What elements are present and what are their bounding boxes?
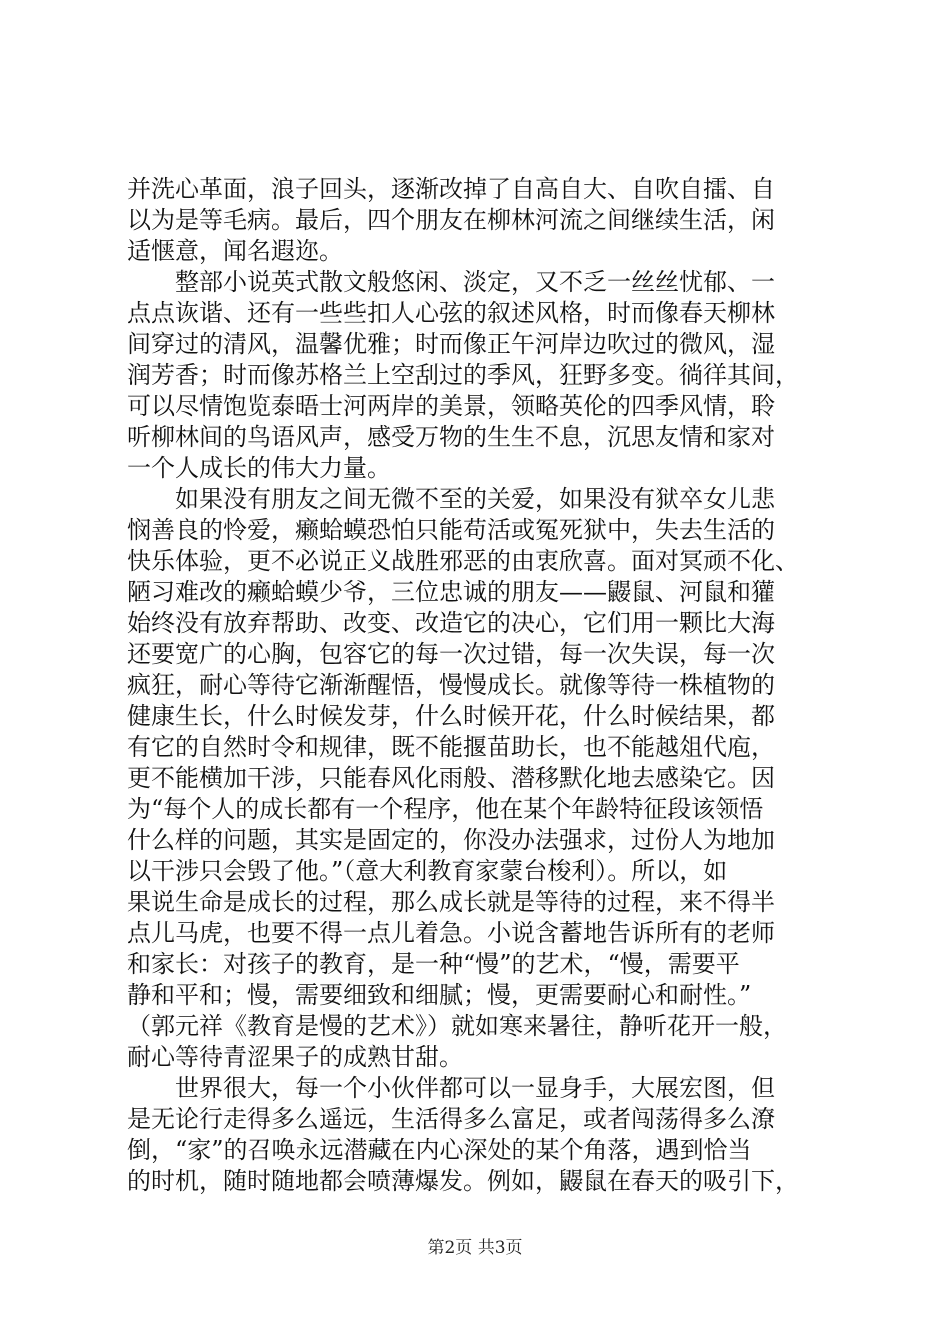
page-footer: 第2页 共3页 <box>427 1238 523 1258</box>
text-line: 静和平和；慢，需要细致和细腻；慢，更需要耐心和耐性。” <box>127 981 752 1009</box>
text-line: 和家长：对孩子的教育，是一种“慢”的艺术，“慢，需要平 <box>127 950 740 978</box>
text-line: 陋习难改的癞蛤蟆少爷，三位忠诚的朋友——鼹鼠、河鼠和獾 <box>127 578 775 606</box>
text-line: 以干涉只会毁了他。”（意大利教育家蒙台梭利）。所以，如 <box>127 857 728 885</box>
text-line: 始终没有放弃帮助、改变、改造它的决心，它们用一颗比大海 <box>127 609 775 637</box>
text-line: 点儿马虎，也要不得一点儿着急。小说含蓄地告诉所有的老师 <box>127 919 775 947</box>
text-line: 果说生命是成长的过程，那么成长就是等待的过程，来不得半 <box>127 888 775 916</box>
text-line: 并洗心革面，浪子回头，逐渐改掉了自高自大、自吹自擂、自 <box>127 175 775 203</box>
text-line: 有它的自然时令和规律，既不能揠苗助长，也不能越俎代庖， <box>127 733 775 761</box>
text-line: 一个人成长的伟大力量。 <box>127 454 391 482</box>
text-line: 点点诙谐、还有一些些扣人心弦的叙述风格，时而像春天柳林 <box>127 299 775 327</box>
text-line: 的时机，随时随地都会喷薄爆发。例如，鼹鼠在春天的吸引下， <box>127 1167 799 1195</box>
text-line: 以为是等毛病。最后，四个朋友在柳林河流之间继续生活，闲 <box>127 206 775 234</box>
text-line: 耐心等待青涩果子的成熟甘甜。 <box>127 1043 463 1071</box>
text-line: 适惬意，闻名遐迩。 <box>127 237 343 265</box>
text-line: （郭元祥《教育是慢的艺术》）就如寒来暑往，静听花开一般， <box>127 1012 787 1040</box>
text-line: 疯狂，耐心等待它渐渐醒悟，慢慢成长。就像等待一株植物的 <box>127 671 775 699</box>
text-line: 为“每个人的成长都有一个程序，他在某个年龄特征段该领悟 <box>127 795 764 823</box>
text-line: 润芳香；时而像苏格兰上空刮过的季风，狂野多变。徜徉其间， <box>127 361 799 389</box>
text-line: 悯善良的怜爱，癞蛤蟆恐怕只能苟活或冤死狱中，失去生活的 <box>127 516 775 544</box>
text-line: 间穿过的清风，温馨优雅；时而像正午河岸边吹过的微风，湿 <box>127 330 775 358</box>
text-line: 整部小说英式散文般悠闲、淡定，又不乏一丝丝忧郁、一 <box>127 268 775 296</box>
text-line: 快乐体验，更不必说正义战胜邪恶的由衷欣喜。面对冥顽不化、 <box>127 547 799 575</box>
text-line: 世界很大，每一个小伙伴都可以一显身手，大展宏图，但 <box>127 1074 775 1102</box>
text-line: 还要宽广的心胸，包容它的每一次过错，每一次失误，每一次 <box>127 640 775 668</box>
text-line: 可以尽情饱览泰晤士河两岸的美景，领略英伦的四季风情，聆 <box>127 392 775 420</box>
text-line: 健康生长，什么时候发芽，什么时候开花，什么时候结果，都 <box>127 702 775 730</box>
text-line: 如果没有朋友之间无微不至的关爱，如果没有狱卒女儿悲 <box>127 485 775 513</box>
text-line: 听柳林间的鸟语风声，感受万物的生生不息，沉思友情和家对 <box>127 423 775 451</box>
text-line: 更不能横加干涉，只能春风化雨般、潜移默化地去感染它。因 <box>127 764 775 792</box>
text-line: 是无论行走得多么遥远，生活得多么富足，或者闯荡得多么潦 <box>127 1105 775 1133</box>
text-line: 什么样的问题，其实是固定的，你没办法强求，过份人为地加 <box>127 826 775 854</box>
text-line: 倒，“家”的召唤永远潜藏在内心深处的某个角落，遇到恰当 <box>127 1136 752 1164</box>
